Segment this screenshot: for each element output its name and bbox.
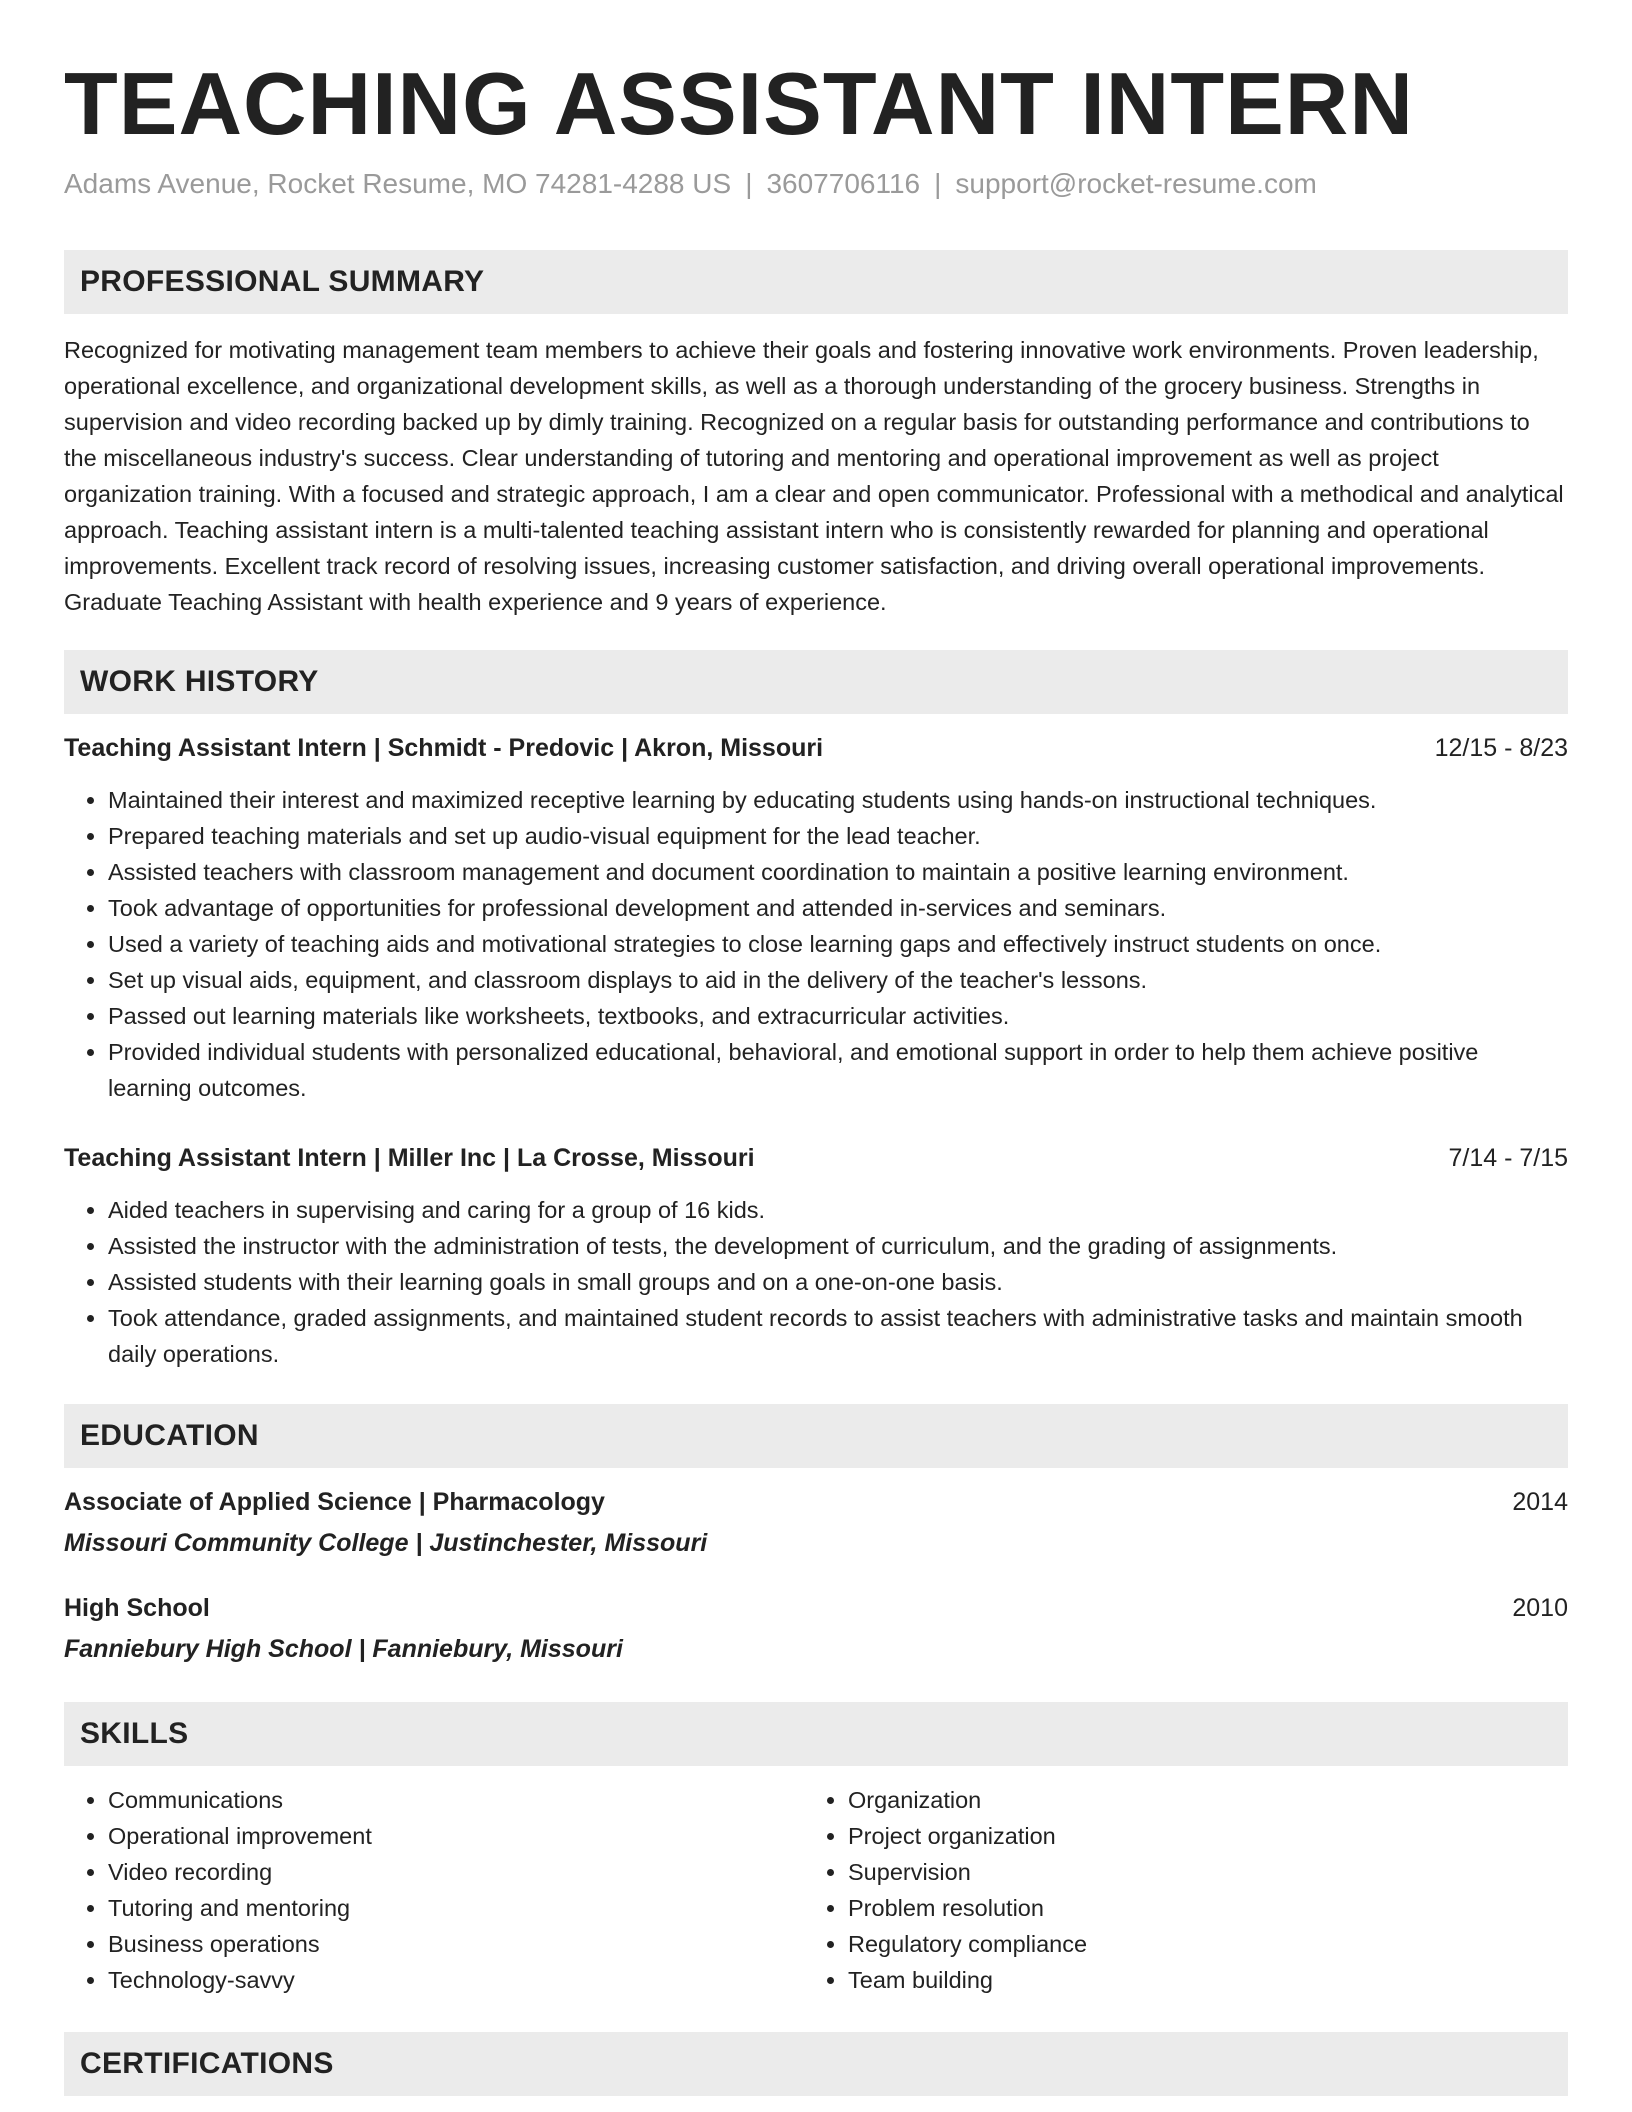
job-bullet: • Prepared teaching materials and set up audio-visual equipment for the lead teacher.	[108, 818, 1568, 854]
education-header	[64, 1484, 1568, 1520]
education-year: 2014	[1512, 1488, 1568, 1516]
job-dates: 7/14 - 7/15	[1448, 1144, 1568, 1172]
job-entry	[64, 1140, 1568, 1372]
education-header	[64, 1590, 1568, 1626]
skill-item: • Technology-savvy	[108, 1962, 804, 1998]
contact-separator: |	[934, 168, 942, 199]
education-degree: High School	[64, 1594, 210, 1622]
contact-phone: 3607706116	[766, 168, 921, 199]
skill-item: • Operational improvement	[108, 1818, 804, 1854]
job-bullet: • Assisted the instructor with the administration of tests, the development of curriculum, and the grading of assignments.	[108, 1228, 1568, 1264]
summary-section-header	[64, 250, 1568, 314]
education-school: Missouri Community College | Justinchester, Missouri	[64, 1529, 708, 1557]
job-dates: 12/15 - 8/23	[1434, 734, 1568, 762]
contact-email: support@rocket-resume.com	[955, 168, 1317, 199]
job-bullet: • Provided individual students with personalized educational, behavioral, and emotional support in order to help them achieve positive learning outcomes.	[108, 1034, 1568, 1106]
education-heading: EDUCATION	[80, 1419, 259, 1452]
job-entry	[64, 730, 1568, 1106]
job-bullet: • Assisted teachers with classroom management and document coordination to maintain a positive learning environment.	[108, 854, 1568, 890]
job-bullet-list	[64, 1192, 1568, 1372]
job-bullet: • Passed out learning materials like worksheets, textbooks, and extracurricular activities.	[108, 998, 1568, 1034]
work-history-section-header	[64, 650, 1568, 714]
job-title: Teaching Assistant Intern | Miller Inc | La Crosse, Missouri	[64, 1144, 755, 1172]
skills-list-right	[804, 1782, 1544, 1998]
work-history-heading: WORK HISTORY	[80, 665, 319, 698]
job-bullet: • Maintained their interest and maximized receptive learning by educating students using hands-on instructional techniques.	[108, 782, 1568, 818]
job-bullet: • Aided teachers in supervising and caring for a group of 16 kids.	[108, 1192, 1568, 1228]
job-header	[64, 1140, 1568, 1176]
job-bullet: • Set up visual aids, equipment, and classroom displays to aid in the delivery of the teacher's lessons.	[108, 962, 1568, 998]
education-entry	[64, 1590, 1568, 1668]
skills-list-left	[64, 1782, 804, 1998]
skill-item: • Supervision	[848, 1854, 1544, 1890]
skills-section-header	[64, 1702, 1568, 1766]
education-entry	[64, 1484, 1568, 1562]
skill-item: • Communications	[108, 1782, 804, 1818]
skills-columns	[64, 1782, 1568, 1998]
skill-item: • Tutoring and mentoring	[108, 1890, 804, 1926]
summary-heading: PROFESSIONAL SUMMARY	[80, 265, 485, 298]
skill-item: • Team building	[848, 1962, 1544, 1998]
education-section-header	[64, 1404, 1568, 1468]
contact-separator: |	[745, 168, 753, 199]
skill-item: • Video recording	[108, 1854, 804, 1890]
job-bullet: • Took attendance, graded assignments, and maintained student records to assist teachers with administrative tasks and maintain smooth daily operations.	[108, 1300, 1568, 1372]
job-bullet-list	[64, 782, 1568, 1106]
education-school: Fanniebury High School | Fanniebury, Missouri	[64, 1635, 623, 1663]
job-bullet: • Took advantage of opportunities for professional development and attended in-services and seminars.	[108, 890, 1568, 926]
summary-text: Recognized for motivating management team members to achieve their goals and fostering innovative work environments. Proven leadership, operational excellence, and organizational development skills, as well as a thorough understanding of the grocery business. Strengths in supervision and video recording backed up by dimly training. Recognized on a regular basis for outstanding performance and contributions to the miscellaneous industry's success. Clear understanding of tutoring and mentoring and operational improvement as well as project organization training. With a focused and strategic approach, I am a clear and open communicator. Professional with a methodical and analytical approach. Teaching assistant intern is a multi-talented teaching assistant intern who is consistently rewarded for planning and operational improvements. Excellent track record of resolving issues, increasing customer satisfaction, and driving overall operational improvements. Graduate Teaching Assistant with health experience and 9 years of experience.	[64, 337, 1564, 615]
contact-line	[64, 166, 1568, 202]
education-degree: Associate of Applied Science | Pharmacology	[64, 1488, 605, 1516]
education-year: 2010	[1512, 1594, 1568, 1622]
resume-page	[64, 0, 1568, 2096]
job-title: Teaching Assistant Intern | Schmidt - Predovic | Akron, Missouri	[64, 734, 824, 762]
certifications-heading: CERTIFICATIONS	[80, 2047, 334, 2080]
skill-item: • Project organization	[848, 1818, 1544, 1854]
certifications-section-header	[64, 2032, 1568, 2096]
contact-address: Adams Avenue, Rocket Resume, MO 74281-4288 US	[64, 168, 732, 199]
job-bullet: • Used a variety of teaching aids and motivational strategies to close learning gaps and effectively instruct students on once.	[108, 926, 1568, 962]
job-header	[64, 730, 1568, 766]
skill-item: • Regulatory compliance	[848, 1926, 1544, 1962]
skill-item: • Organization	[848, 1782, 1544, 1818]
job-bullet: • Assisted students with their learning goals in small groups and on a one-on-one basis.	[108, 1264, 1568, 1300]
skill-item: • Business operations	[108, 1926, 804, 1962]
skill-item: • Problem resolution	[848, 1890, 1544, 1926]
skills-heading: SKILLS	[80, 1717, 189, 1750]
resume-name: TEACHING ASSISTANT INTERN	[64, 54, 1414, 153]
